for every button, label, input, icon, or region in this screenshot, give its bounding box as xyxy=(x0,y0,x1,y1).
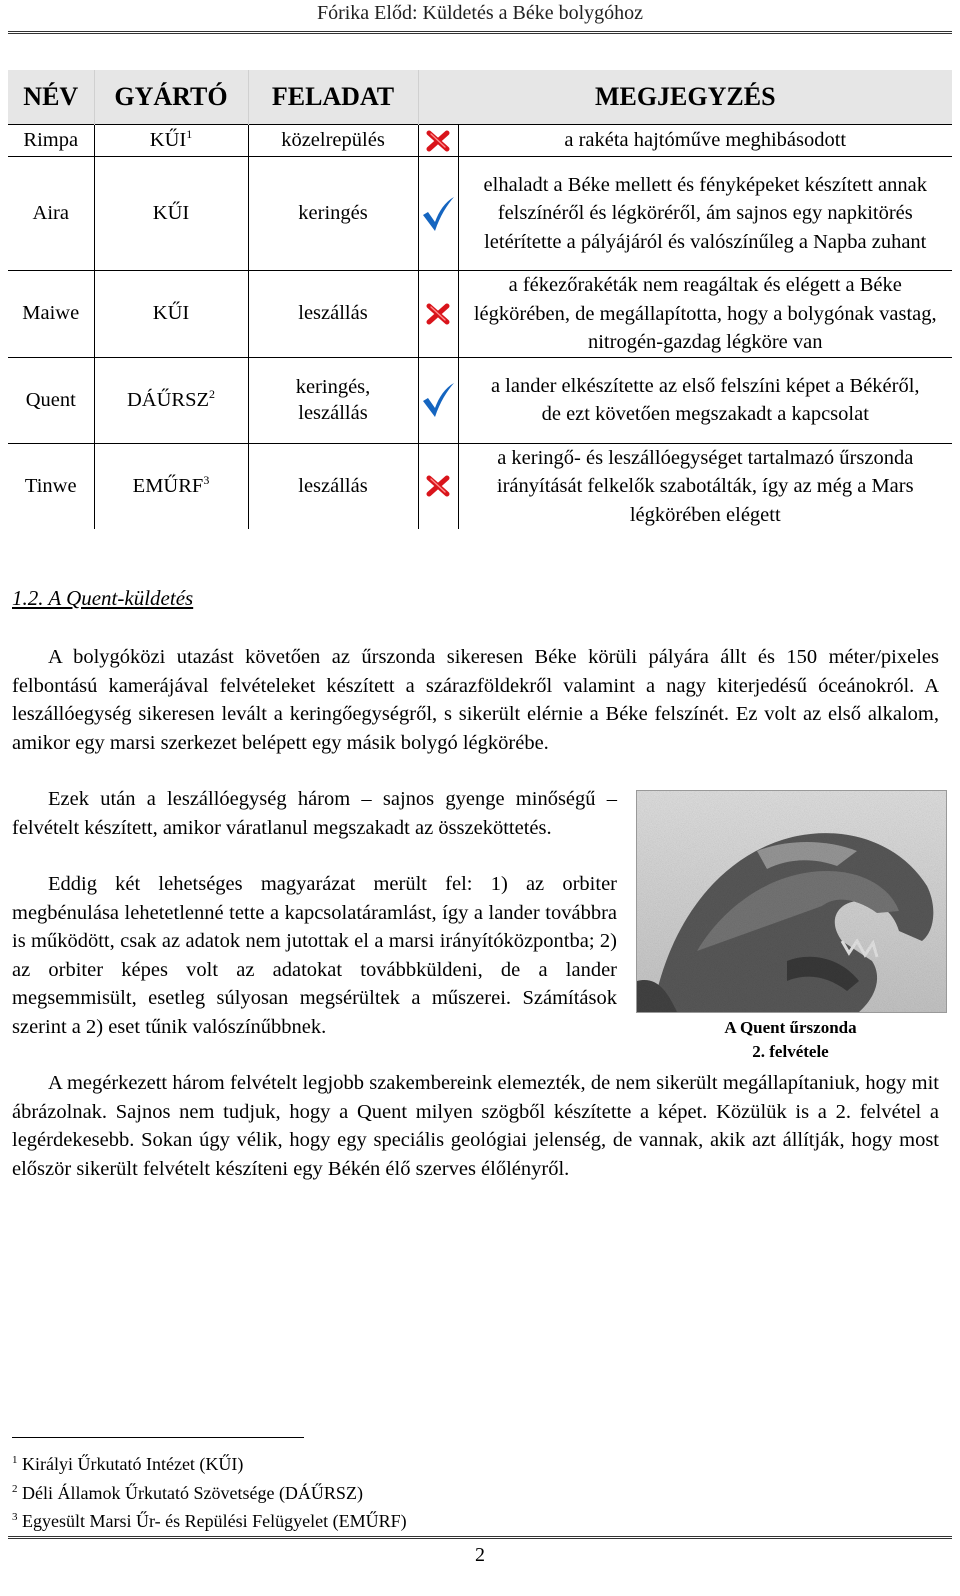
failure-cross-icon xyxy=(426,130,450,152)
success-check-icon xyxy=(421,195,455,233)
row-status xyxy=(418,125,458,157)
row-task: közelrepülés xyxy=(248,125,418,157)
header-task: FELADAT xyxy=(248,70,418,125)
row-task: leszállás xyxy=(248,271,418,358)
footnote-rule xyxy=(12,1437,304,1438)
paragraph-images: Ezek után a leszállóegység három – sajnos gyenge minőségű – felvételt készített, amikor váratlanul megszakadt az összeköttetés. xyxy=(12,788,617,839)
page-number: 2 xyxy=(475,1544,485,1566)
row-name: Tinwe xyxy=(8,443,94,529)
footnote: $^3$ Egyesült Marsi Űr- és Repülési Felügyelet (EMŰRF) xyxy=(12,1511,407,1531)
header-rule xyxy=(8,31,952,34)
table-row xyxy=(8,125,952,157)
row-name: Rimpa xyxy=(8,125,94,157)
row-note: a lander elkészítette az első felszíni képet a Békéről, de ezt követően megszakadt a kapcsolat xyxy=(458,357,952,443)
row-note: a keringő- és leszállóegységet tartalmazó űrszonda irányítását felkelők szabotálták, így az még a Mars légkörében elégett xyxy=(458,443,952,529)
table-row xyxy=(8,443,952,529)
footnote-ref: 1 xyxy=(186,127,193,141)
footer-rule xyxy=(8,1536,952,1539)
row-maker: DÁŰRSZ$^2$ xyxy=(94,357,248,443)
paragraph-explanation: Eddig két lehetséges magyarázat merült fel: 1) az orbiter megbénulása lehetetlenné tette a kapcsolatáramlást, így a lander továbbra is működött, csak az adatok nem jutottak el a marsi irányítóközpontba; 2) az orbiter képes volt az adatokat továbbküldeni, de a lander megsemmisült, esetleg súlyosan megsérültek a műszerei. Számítások szerint a 2) eset tűnik valószínűbbnek. xyxy=(12,873,617,1038)
footnote: $^1$ Királyi Űrkutató Intézet (KŰI) xyxy=(12,1454,244,1474)
row-note: a rakéta hajtóműve meghibásodott xyxy=(458,125,952,157)
figure-caption xyxy=(636,1016,945,1064)
row-name: Aira xyxy=(8,157,94,271)
row-maker: KŰI$^1$ xyxy=(94,125,248,157)
row-status xyxy=(418,271,458,358)
mission-table xyxy=(8,70,952,529)
row-maker: KŰI xyxy=(94,157,248,271)
row-task: leszállás xyxy=(248,443,418,529)
table-header-row xyxy=(8,70,952,125)
running-header: Fórika Előd: Küldetés a Béke bolygóhoz xyxy=(316,2,644,24)
row-maker: KŰI xyxy=(94,271,248,358)
row-note: elhaladt a Béke mellett és fényképeket készített annak felszínéről és légköréről, ám sajnos egy napkitörés letérítette a pályájáról és valószínűleg a Napba zuhant xyxy=(458,157,952,271)
rock-formation-image xyxy=(637,791,946,1012)
caption-line: 2. felvétele xyxy=(752,1042,829,1061)
row-status xyxy=(418,157,458,271)
footnote: $^2$ Déli Államok Űrkutató Szövetsége (DÁŰRSZ) xyxy=(12,1482,363,1503)
table-row xyxy=(8,271,952,358)
footnote-ref: 3 xyxy=(203,472,210,487)
row-maker: EMŰRF$^3$ xyxy=(94,443,248,529)
caption-line: A Quent űrszonda xyxy=(724,1018,857,1037)
footnote-ref: 2 xyxy=(209,386,215,401)
header-name: NÉV xyxy=(8,70,94,125)
table-row xyxy=(8,357,952,443)
paragraph-analysis: A megérkezett három felvételt legjobb szakembereink elemezték, de nem sikerült megállapítaniuk, hogy mit ábrázolnak. Sajnos nem tudjuk, hogy a Quent milyen szögből készítette a képet. Közülük is a 2. felvétel a legérdekesebb. Sokan úgy vélik, hogy egy speciális geológiai jelenség, de vannak, akik azt állítják, hogy most először sikerült felvételt készíteni egy Békén élő szerves élőlényről. xyxy=(12,1072,939,1180)
section-title: 1.2. A Quent-küldetés xyxy=(12,586,194,610)
row-task: keringés, leszállás xyxy=(248,357,418,443)
failure-cross-icon xyxy=(426,475,450,497)
table-row xyxy=(8,157,952,271)
quent-photo xyxy=(636,790,947,1013)
footnotes xyxy=(12,1448,407,1534)
failure-cross-icon xyxy=(426,303,450,325)
row-status xyxy=(418,443,458,529)
success-check-icon xyxy=(421,381,455,419)
header-note: MEGJEGYZÉS xyxy=(418,70,952,125)
row-name: Maiwe xyxy=(8,271,94,358)
paragraph-intro: A bolygóközi utazást követően az űrszonda sikeresen Béke körüli pályára állt és 150 méter/pixeles felbontású kamerájával felvételeket készített a szárazföldekről valamint a nagy kiterjedésű óceánokról. A leszállóegység sikeresen levált a keringőegységről, s sikerült elérnie a Béke felszínét. Ez volt az első alkalom, amikor egy marsi szerkezet belépett egy másik bolygó légkörébe. xyxy=(12,646,939,754)
header-maker: GYÁRTÓ xyxy=(94,70,248,125)
row-note: a fékezőrakéták nem reagáltak és elégett a Béke légkörében, de megállapította, hogy a bolygónak vastag, nitrogén-gazdag légköre van xyxy=(458,271,952,358)
row-status xyxy=(418,357,458,443)
row-task: keringés xyxy=(248,157,418,271)
row-name: Quent xyxy=(8,357,94,443)
